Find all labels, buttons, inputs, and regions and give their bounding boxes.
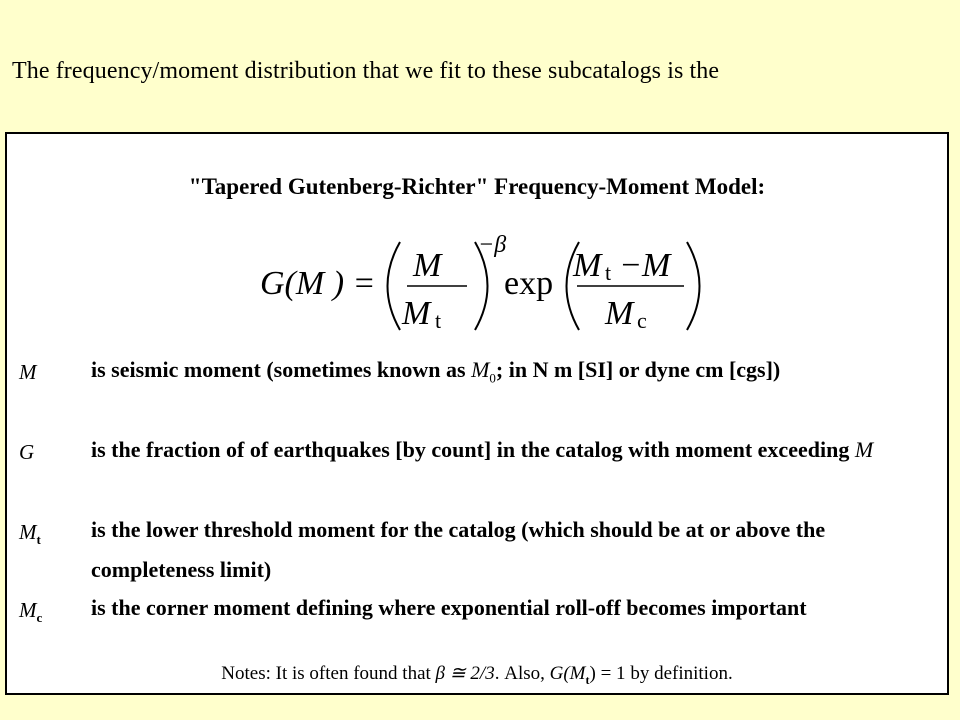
- formula-exp: exp: [504, 265, 554, 302]
- formula-den2-sub: c: [637, 308, 647, 333]
- def-text-threshold: is the lower threshold moment for the catalog (which should be at or above the completeness limit): [91, 517, 826, 582]
- def-text-fraction: is the fraction of of earthquakes [by count] in the catalog with moment exceeding M: [91, 437, 874, 462]
- panel-title: "Tapered Gutenberg-Richter" Frequency-Moment Model:: [188, 174, 766, 199]
- formula-num2-rest: −M: [619, 247, 671, 284]
- formula-den1-sub: t: [435, 308, 442, 333]
- right-paren-2: [687, 242, 700, 330]
- formula-exponent: −β: [478, 232, 507, 258]
- intro-text: The frequency/moment distribution that we fit to these subcatalogs is the: [12, 58, 720, 84]
- formula-den1: M: [402, 295, 431, 332]
- g-expression: G(M: [549, 663, 586, 684]
- formula-num2: M: [573, 247, 602, 284]
- def-symbol-moment: M: [19, 360, 37, 384]
- def-symbol-corner: $M_c$: [19, 598, 43, 626]
- formula-den2: M: [605, 295, 634, 332]
- formula-num2-sub: t: [605, 260, 612, 285]
- def-text-moment: is seismic moment (sometimes known as $M_0$; in N m [SI] or dyne cm [cgs]): [91, 357, 781, 386]
- notes-line: Notes: It is often found that β ≅ 2/3. Also, $G(M_t) = 1$ by definition.: [221, 663, 733, 687]
- model-panel: [5, 132, 949, 695]
- formula-num1: M: [413, 247, 442, 284]
- beta-expression: β ≅ 2/3: [435, 663, 495, 684]
- formula-lhs: G(M ) =: [260, 265, 376, 302]
- def-symbol-threshold: $M_t$: [19, 520, 41, 548]
- tapered-gr-formula: [7, 134, 951, 354]
- left-paren-1: [388, 242, 401, 330]
- def-text-corner: is the corner moment defining where exponential roll-off becomes important: [91, 595, 807, 620]
- def-symbol-fraction: G: [19, 440, 35, 464]
